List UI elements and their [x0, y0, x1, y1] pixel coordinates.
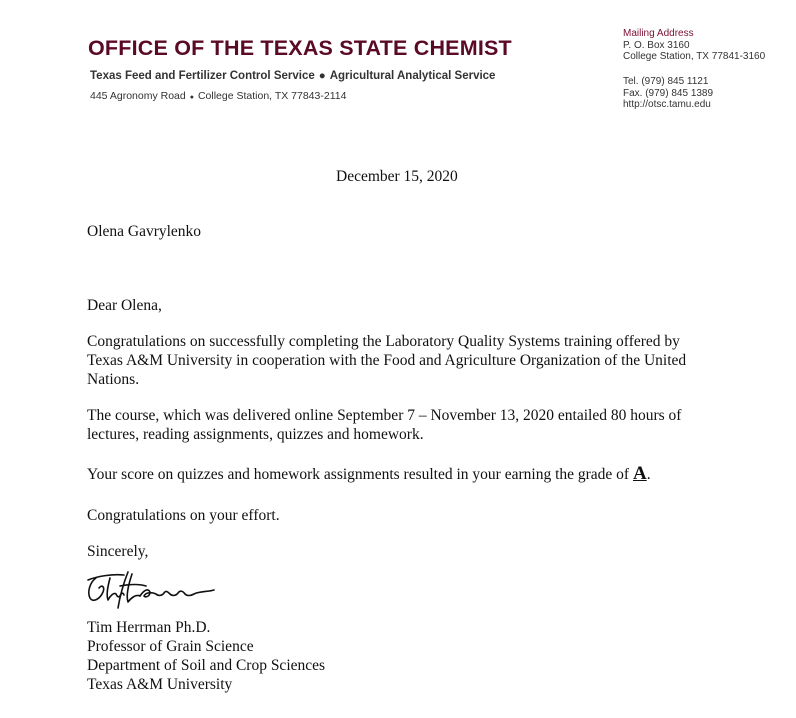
paragraph-course-details — [87, 406, 681, 444]
paragraph-grade — [87, 464, 651, 484]
handwritten-signature — [84, 568, 224, 615]
grade-sentence-end: . — [646, 466, 651, 483]
street: 445 Agronomy Road — [90, 90, 186, 102]
mailing-city: College Station, TX 77841-3160 — [623, 51, 766, 62]
paragraph-line: Texas A&M University in cooperation with the Food and Agriculture Organization of the United — [87, 352, 687, 369]
paragraph-line: The course, which was delivered online September 7 – November 13, 2020 entailed 80 hours of — [87, 407, 682, 424]
fax: Fax. (979) 845 1389 — [623, 87, 714, 99]
contact-block — [623, 76, 713, 111]
signer-department: Department of Soil and Crop Sciences — [87, 657, 326, 674]
service-feed-fertilizer: Texas Feed and Fertilizer Control Service — [90, 70, 315, 82]
paragraph-effort: Congratulations on your effort. — [87, 507, 280, 524]
recipient-name: Olena Gavrylenko — [87, 223, 202, 240]
grade-value: A — [632, 463, 647, 484]
salutation: Dear Olena, — [87, 297, 162, 314]
signer-block — [87, 618, 325, 694]
signer-institution: Texas A&M University — [87, 676, 233, 693]
service-analytical: Agricultural Analytical Service — [329, 70, 496, 82]
signer-name: Tim Herrman Ph.D. — [87, 619, 211, 636]
paragraph-line: lectures, reading assignments, quizzes and homework. — [87, 426, 424, 443]
paragraph-line: Congratulations on successfully completing the Laboratory Quality Systems training offered by — [87, 333, 680, 350]
signature-image — [84, 568, 224, 610]
closing: Sincerely, — [87, 543, 149, 560]
letterhead-street-address — [90, 90, 346, 102]
paragraph-line: Nations. — [87, 371, 140, 388]
letter-date: December 15, 2020 — [336, 168, 458, 185]
grade-sentence: Your score on quizzes and homework assignments resulted in your earning the grade of — [87, 466, 633, 483]
po-box: P. O. Box 3160 — [623, 39, 690, 51]
telephone: Tel. (979) 845 1121 — [623, 76, 709, 87]
signer-title: Professor of Grain Science — [87, 638, 254, 655]
separator-dot: ● — [318, 70, 326, 82]
mailing-address-block — [623, 28, 765, 63]
paragraph-congratulations — [87, 332, 686, 389]
website-link[interactable]: http://otsc.tamu.edu — [623, 99, 711, 110]
separator-dot: ● — [189, 94, 194, 101]
city: College Station, TX 77843-2114 — [197, 90, 347, 102]
letterhead-services — [90, 70, 495, 82]
letterhead-title: OFFICE OF THE TEXAS STATE CHEMIST — [88, 36, 512, 60]
mailing-address-label: Mailing Address — [623, 28, 694, 39]
